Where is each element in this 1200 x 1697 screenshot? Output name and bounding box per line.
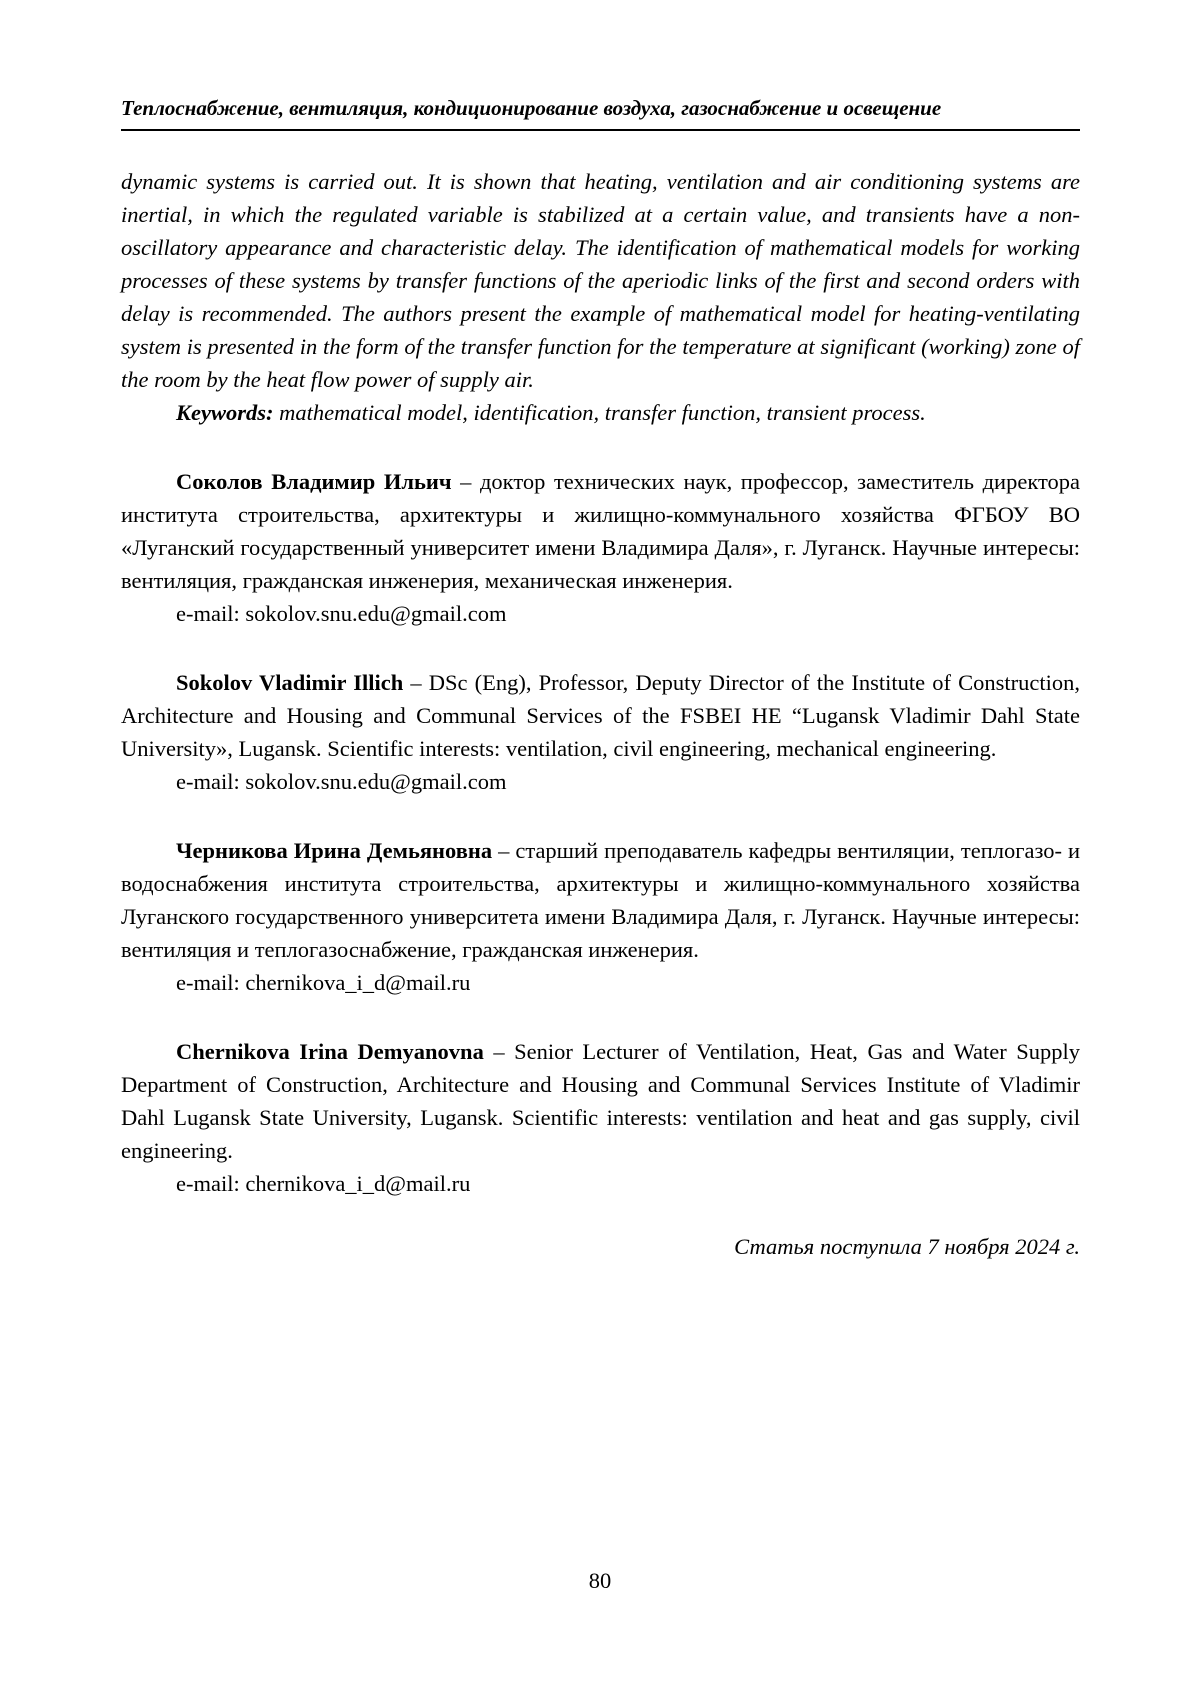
author-bio-chernikova-ru: – старший преподаватель кафедры вентиляции, теплогазо- и водоснабжения института строительства, архитектуры и жилищно-коммунального хозяйства Луганского государственного университета имени Владимира Даля, г. Луганск. Научные интересы: вентиляция и теплогазоснабжение, гражданская инженерия. [121,838,1081,962]
author-email-chernikova-ru: e-mail: chernikova_i_d@mail.ru [176,970,471,995]
author-name-chernikova-ru: Черникова Ирина Демьяновна [176,838,493,863]
page-number: 80 [588,1568,612,1593]
author-email-sokolov-en: e-mail: sokolov.snu.edu@gmail.com [176,769,507,794]
author-bio-chernikova-en: – Senior Lecturer of Ventilation, Heat, Gas and Water Supply Department of Construction, Architecture and Housing and Communal Services Institute of Vladimir Dahl Lugansk State University, Lugansk. Scientific interests: ventilation and heat and gas supply, civil engineering. [121,1039,1081,1163]
running-head: Теплоснабжение, вентиляция, кондиционирование воздуха, газоснабжение и освещение [121,96,1080,131]
author-name-chernikova-en: Chernikova Irina Demyanovna [176,1039,484,1064]
author-paragraph-sokolov-en [121,666,1080,765]
author-bio-sokolov-en: – DSc (Eng), Professor, Deputy Director of the Institute of Construction, Architecture and Housing and Communal Services of the FSBEI HE “Lugansk Vladimir Dahl State University», Lugansk. Scientific interests: ventilation, civil engineering, mechanical engineering. [121,670,1080,761]
received-note: Статья поступила 7 ноября 2024 г. [734,1234,1080,1259]
author-name-sokolov-ru: Соколов Владимир Ильич [176,469,452,494]
author-email-sokolov-ru: e-mail: sokolov.snu.edu@gmail.com [176,601,507,626]
author-paragraph-chernikova-en [121,1035,1080,1167]
keywords-line [121,396,1080,429]
abstract-paragraph: dynamic systems is carried out. It is shown that heating, ventilation and air conditioning systems are inertial, in which the regulated variable is stabilized at a certain value, and transients have a non-oscillatory appearance and characteristic delay. The identification of mathematical models for working processes of these systems by transfer functions of the aperiodic links of the first and second orders with delay is recommended. The authors present the example of mathematical model for heating-ventilating system is presented in the form of the transfer function for the temperature at significant (working) zone of the room by the heat flow power of supply air. [121,169,1080,392]
author-email-chernikova-en: e-mail: chernikova_i_d@mail.ru [176,1171,471,1196]
author-bio-sokolov-ru: – доктор технических наук, профессор, заместитель директора института строительства, архитектуры и жилищно-коммунального хозяйства ФГБОУ ВО «Луганский государственный университет имени Владимира Даля», г. Луганск. Научные интересы: вентиляция, гражданская инженерия, механическая инженерия. [121,469,1080,593]
author-name-sokolov-en: Sokolov Vladimir Illich [176,670,404,695]
author-paragraph-sokolov-ru [121,465,1080,597]
keywords-label: Keywords: [176,400,274,425]
author-paragraph-chernikova-ru [121,834,1080,966]
keywords-text: mathematical model, identification, transfer function, transient process. [273,400,926,425]
